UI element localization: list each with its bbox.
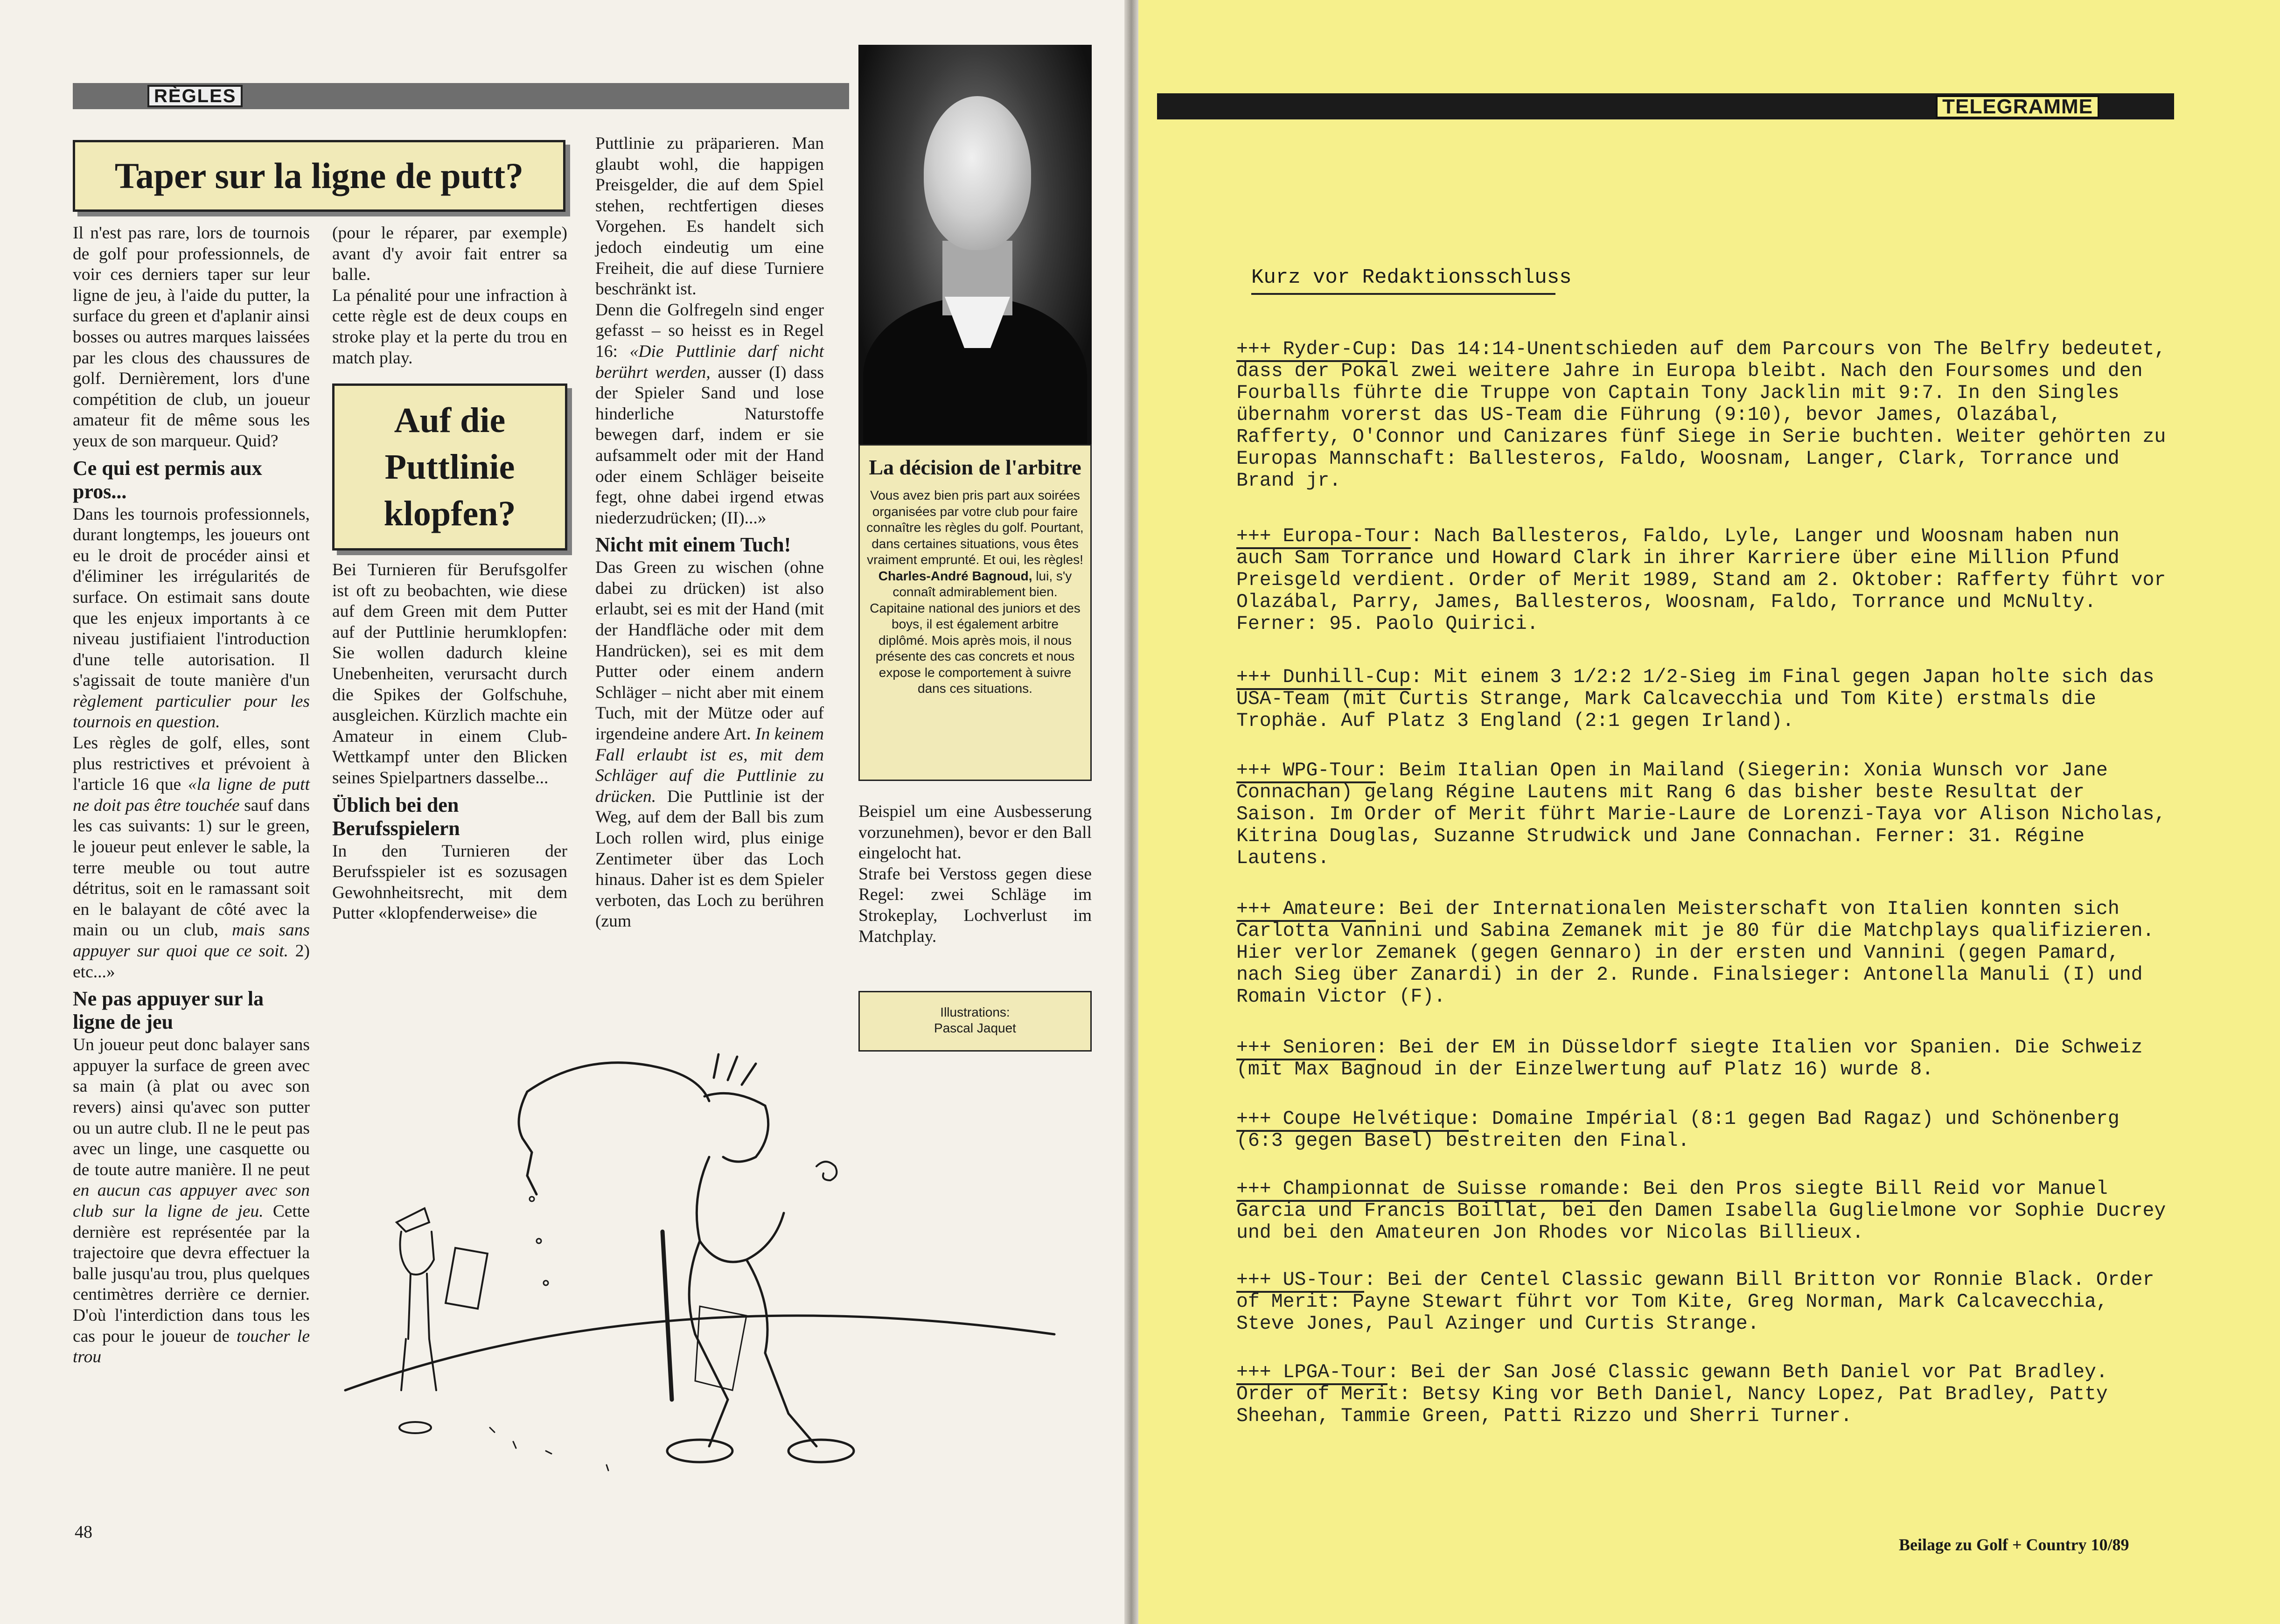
fr-subhead-2: Ne pas appuyer sur la ligne de jeu xyxy=(73,987,264,1034)
news-item-championnat-suisse-romande: +++ Championnat de Suisse romande: Bei den Pros siegte Bill Reid vor Manuel Garcia und Francis Boillat, bei den Damen Isabella Guglielmone vor Sophie Ducrey und bei den Amateuren Jon Rhodes vor Nicolas Billieux. xyxy=(1236,1178,2166,1244)
german-headline: Auf die Puttlinie klopfen? xyxy=(332,383,567,551)
de-paragraph-6: Beispiel um eine Ausbesserung vorzunehmen), bevor er den Ball eingelocht hat. xyxy=(858,802,1092,863)
section-bar-telegramme xyxy=(1157,93,2174,119)
golfer-cartoon-illustration xyxy=(327,980,1101,1586)
fr-intro: Il n'est pas rare, lors de tournois de golf pour professionnels, de voir ces derniers taper sur leur ligne de jeu, à l'aide du putter, la surface du green et d'aplanir ainsi bosses ou autres marques laissées par les clous des chaussures de golf. Dernièrement, lors d'une compétition de club, un joueur amateur fit de même sous les yeux de son marqueur. Quid? xyxy=(73,223,310,451)
referee-info-box xyxy=(858,444,1092,781)
fr-paragraph-3: Les règles de golf, elles, sont plus restrictives et prévoient à l'article 16 que «la ligne de putt ne doit pas être touchée sauf dans les cas suivants: 1) sur le green, le joueur peut enlever le sable, la terre meuble ou tout autre détritus, soit en le ramassant soit en le balayant de côté avec la main ou un club, mais sans appuyer sur quoi que ce soit. 2) etc...» xyxy=(73,733,310,982)
telegram-title: Kurz vor Redaktionsschluss xyxy=(1251,266,1572,289)
french-column-2 xyxy=(332,223,567,369)
de-subhead-1: Üblich bei den Berufsspielern xyxy=(332,793,460,840)
de-intro: Bei Turnieren für Berufsgolfer ist oft zu beobachten, wie diese auf dem Green mit dem Putter auf der Puttlinie herumklopfen: Sie wollen dadurch kleine Unebenheiten, verursacht durch die Spikes der Golfschuhe, ausgleichen. Kürzlich machte ein Amateur in einem Club-Wettkampf unter den Blicken seines Spielpartners dasselbe... xyxy=(332,560,567,788)
news-item-amateure: +++ Amateure: Bei der Internationalen Meisterschaft von Italien konnten sich Carlotta Vannini und Sabina Zemanek mit je 80 für die Matchplays qualifizieren. Hier verlor Zemanek (gegen Gennaro) in der ersten und Vannini (gegen Pamard, nach Sieg über Zanardi) in der 2. Runde. Finalsieger: Antonella Manuli (I) und Romain Victor (F). xyxy=(1236,898,2154,1008)
french-headline: Taper sur la ligne de putt? xyxy=(73,140,565,212)
fr-paragraph-2: Dans les tournois professionnels, durant longtemps, les joueurs ont eu le droit de procéder ainsi et d'éliminer les irrégularités de surface. On estimait sans doute que les enjeux importants à ce niveau justifiaient l'introduction d'une telle autorisation. Il s'agissait de toute manière d'un règlement particulier pour les tournois en question. xyxy=(73,504,310,732)
section-tag-telegramme: TELEGRAMME xyxy=(1936,95,2099,118)
german-column-1 xyxy=(332,560,567,924)
news-item-coupe-helvetique: +++ Coupe Helvétique: Domaine Impérial (8:1 gegen Bad Ragaz) und Schönenberg (6:3 gegen Basel) bestreiten den Final. xyxy=(1236,1108,2120,1152)
credit-label: Illustrations: xyxy=(940,1005,1010,1019)
news-item-us-tour: +++ US-Tour: Bei der Centel Classic gewann Bill Britton vor Ronnie Black. Order of Merit: Payne Stewart führt vor Tom Kite, Greg Norman, Mark Calcavecchia, Steve Jones, Paul Azinger und Curtis Strange. xyxy=(1236,1269,2154,1335)
de-paragraph-3: Puttlinie zu präparieren. Man glaubt wohl, die happigen Preisgelder, die auf dem Spiel stehen, rechtfertigen dieses Vorgehen. Es handelt sich jedoch eindeutig um eine Freiheit, die auf diese Turniere beschränkt ist. xyxy=(595,134,824,299)
news-item-europa-tour: +++ Europa-Tour: Nach Ballesteros, Faldo, Lyle, Langer und Woosnam haben nun auch Sam Torrance und Howard Clark in ihrer Karriere über eine Million Pfund Preisgeld verdient. Order of Merit 1989, Stand am 2. Oktober: Rafferty führt vor Olazábal, Parry, James, Ballesteros, Woosnam, Faldo, Torrance und McNulty. Ferner: 95. Paolo Quirici. xyxy=(1236,525,2166,635)
german-column-3 xyxy=(858,802,1092,947)
de-paragraph-7: Strafe bei Verstoss gegen diese Regel: zwei Schläge im Strokeplay, Lochverlust im Matchplay. xyxy=(858,864,1092,946)
page-footer: Beilage zu Golf + Country 10/89 xyxy=(1899,1535,2129,1554)
referee-box-text: Vous avez bien pris part aux soirées organisées par votre club pour faire connaître les règles du golf. Pourtant, dans certaines situations, vous êtes vraiment emprunté. Et oui, les règles! Charles-André Bagnoud, lui, s'y connaît admirablement bien. Capitaine national des juniors et des boys, il est également arbitre diplômé. Mois après mois, il nous présente des cas concrets et nous expose le comportement à suivre dans ces situations. xyxy=(866,488,1084,696)
news-item-wpg-tour: +++ WPG-Tour: Beim Italian Open in Mailand (Siegerin: Xonia Wunsch vor Jane Connachan) gelang Régine Lautens mit Rang 6 das bisher beste Resultat der Saison. Im Order of Merit führt Marie-Laure de Lorenzi-Taya vor Alison Nicholas, Kitrina Douglas, Suzanne Strudwick und Jane Connachan. Ferner: 31. Régine Lautens. xyxy=(1236,760,2166,869)
german-column-2 xyxy=(595,133,824,932)
de-paragraph-4: Denn die Golfregeln sind enger gefasst – so heisst es in Regel 16: «Die Puttlinie darf nicht berührt werden, ausser (I) dass der Spieler Sand und lose hinderliche Naturstoffe bewegen darf, indem er sie aufsammelt oder mit der Hand oder einem Schläger beiseite fegt, ohne dabei irgend etwas niederzudrücken; (II)...» xyxy=(595,300,824,528)
news-item-lpga-tour: +++ LPGA-Tour: Bei der San José Classic gewann Beth Daniel vor Pat Bradley. Order of Merit: Betsy King vor Beth Daniel, Nancy Lopez, Pat Bradley, Patty Sheehan, Tammie Green, Patti Rizzo und Sherri Turner. xyxy=(1236,1361,2108,1427)
credit-name: Pascal Jaquet xyxy=(934,1021,1016,1035)
referee-portrait-photo xyxy=(858,45,1092,444)
page-gutter xyxy=(1124,0,1138,1624)
de-paragraph-2: In den Turnieren der Berufsspieler ist es sozusagen Gewohnheitsrecht, mit dem Putter «klopfenderweise» die xyxy=(332,841,567,923)
fr-continuation: (pour le réparer, par exemple) avant d'y avoir fait entrer sa balle. xyxy=(332,223,567,285)
de-subhead-2: Nicht mit einem Tuch! xyxy=(595,533,791,557)
news-item-senioren: +++ Senioren: Bei der EM in Düsseldorf siegte Italien vor Spanien. Die Schweiz (mit Max Bagnoud in der Einzelwertung auf Platz 16) wurde 8. xyxy=(1236,1037,2143,1080)
referee-box-title: La décision de l'arbitre xyxy=(869,455,1081,479)
section-bar-regles xyxy=(73,83,849,109)
french-column-1 xyxy=(73,223,310,1368)
de-paragraph-5: Das Green zu wischen (ohne dabei zu drücken) ist also erlaubt, sei es mit der Hand (mit der Handfläche oder mit dem Handrücken), sei es mit dem Putter oder einem andern Schläger – nicht aber mit einem Tuch, mit der Mütze oder auf irgendeine andere Art. In keinem Fall erlaubt ist es, mit dem Schläger auf die Puttlinie zu drücken. Die Puttlinie ist der Weg, auf dem der Ball bis zum Loch rollen wird, plus einige Zentimeter über das Loch hinaus. Daher ist es dem Spieler verboten, das Loch zu berühren (zum xyxy=(595,558,824,931)
fr-penalty: La pénalité pour une infraction à cette règle est de deux coups en stroke play et la perte du trou en match play. xyxy=(332,286,567,368)
news-item-dunhill-cup: +++ Dunhill-Cup: Mit einem 3 1/2:2 1/2-Sieg im Final gegen Japan holte sich das USA-Team (mit Curtis Strange, Mark Calcavecchia und Tom Kite) erstmals die Trophäe. Auf Platz 3 England (2:1 gegen Irland). xyxy=(1236,666,2154,732)
news-item-ryder-cup: +++ Ryder-Cup: Das 14:14-Unentschieden auf dem Parcours von The Belfry bedeutet, dass der Pokal zwei weitere Jahre in Europa bleibt. Nach den Foursomes und den Fourballs führte die Truppe von Captain Tony Jacklin mit 9:7. In den Singles übernahm vorerst das US-Team die Führung (9:10), bevor James, Olazábal, Rafferty, O'Connor und Canizares fünf Siege in Serie buchten. Weiter gehörten zu Europas Mannschaft: Ballesteros, Faldo, Woosnam, Langer, Clark, Torrance und Brand jr. xyxy=(1236,338,2166,492)
fr-paragraph-4: Un joueur peut donc balayer sans appuyer la surface de green avec sa main (à plat ou avec son revers) ainsi qu'avec son putter ou un autre club. Il ne le peut pas avec un linge, une casquette ou de toute autre manière. Il ne peut en aucun cas appuyer avec son club sur la ligne de jeu. Cette dernière est représentée par la trajectoire que devra effectuer la balle jusqu'au trou, plus quelques centimètres derrière ce dernier. D'où l'interdiction dans tous les cas pour le joueur de toucher le trou xyxy=(73,1035,310,1367)
fr-subhead-1: Ce qui est permis aux pros... xyxy=(73,456,262,503)
page-number: 48 xyxy=(75,1522,92,1542)
title-underline xyxy=(1251,293,1555,295)
section-tag-regles: RÈGLES xyxy=(147,85,243,107)
